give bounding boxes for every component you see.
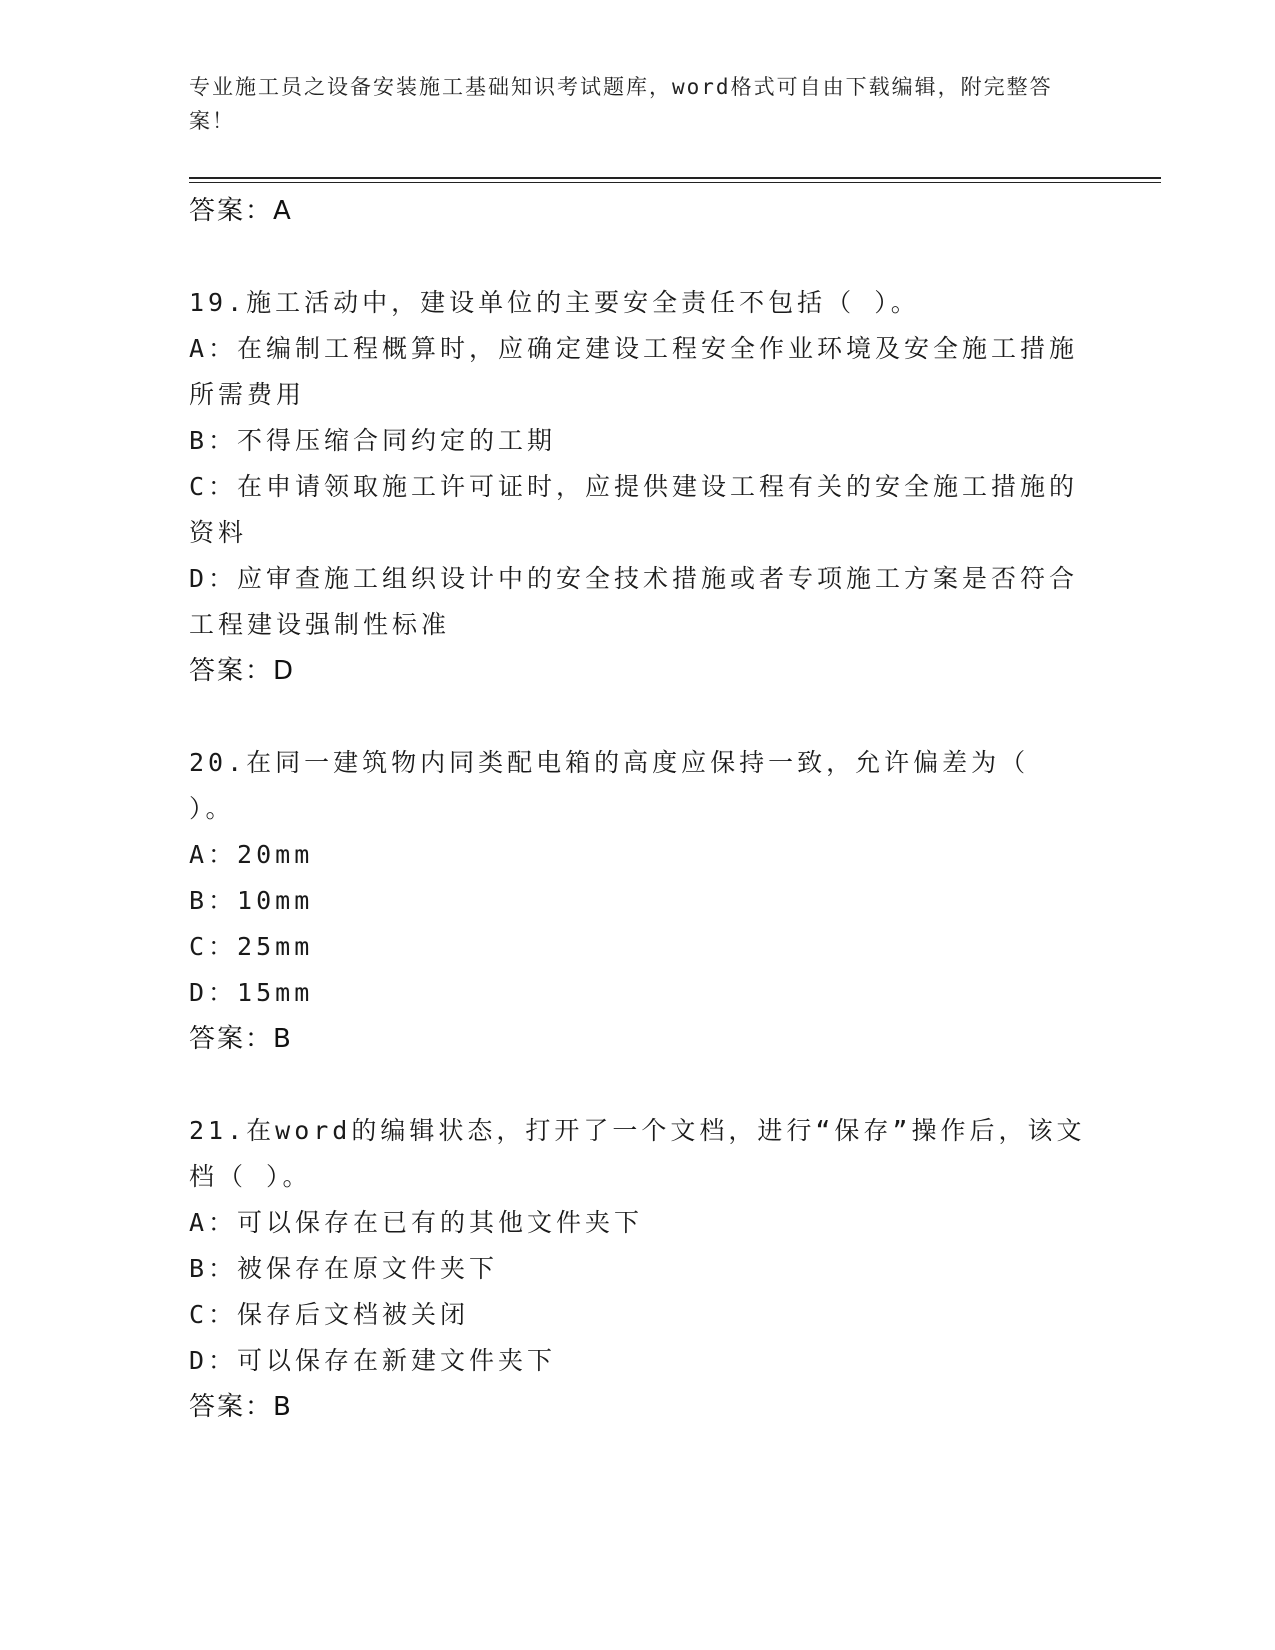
question-stem: 20.在同一建筑物内同类配电箱的高度应保持一致，允许偏差为（ ）。	[189, 748, 1030, 823]
option-b: B：10mm	[189, 886, 314, 915]
header-divider-thin	[189, 182, 1161, 183]
option-d: D：15mm	[189, 978, 314, 1007]
option-a: A：20mm	[189, 840, 314, 869]
question-answer: 答案：B	[189, 1024, 293, 1054]
document-header: 专业施工员之设备安装施工基础知识考试题库，word格式可自由下载编辑，附完整答案！	[189, 75, 1053, 133]
question-answer: 答案：B	[189, 1392, 293, 1422]
option-a: A：在编制工程概算时，应确定建设工程安全作业环境及安全施工措施所需费用	[189, 334, 1079, 409]
option-c: C：25mm	[189, 932, 314, 961]
option-d: D：应审查施工组织设计中的安全技术措施或者专项施工方案是否符合工程建设强制性标准	[189, 564, 1079, 639]
option-d: D：可以保存在新建文件夹下	[189, 1346, 557, 1375]
header-divider-thick	[189, 177, 1161, 179]
question-stem: 19.施工活动中，建设单位的主要安全责任不包括（ ）。	[189, 288, 920, 317]
option-c: C：在申请领取施工许可证时，应提供建设工程有关的安全施工措施的资料	[189, 472, 1079, 547]
question-content	[189, 188, 1089, 1430]
previous-answer: 答案：A	[189, 196, 293, 226]
spacer	[189, 234, 1089, 280]
spacer	[189, 694, 1089, 740]
question-block	[189, 1108, 1089, 1430]
spacer	[189, 1062, 1089, 1108]
question-block	[189, 280, 1089, 694]
question-answer: 答案：D	[189, 656, 296, 686]
option-c: C：保存后文档被关闭	[189, 1300, 470, 1329]
option-b: B：不得压缩合同约定的工期	[189, 426, 557, 455]
question-block	[189, 740, 1089, 1062]
option-a: A：可以保存在已有的其他文件夹下	[189, 1208, 644, 1237]
question-stem: 21.在word的编辑状态，打开了一个文档，进行“保存”操作后，该文档（ ）。	[189, 1116, 1086, 1191]
option-b: B：被保存在原文件夹下	[189, 1254, 499, 1283]
